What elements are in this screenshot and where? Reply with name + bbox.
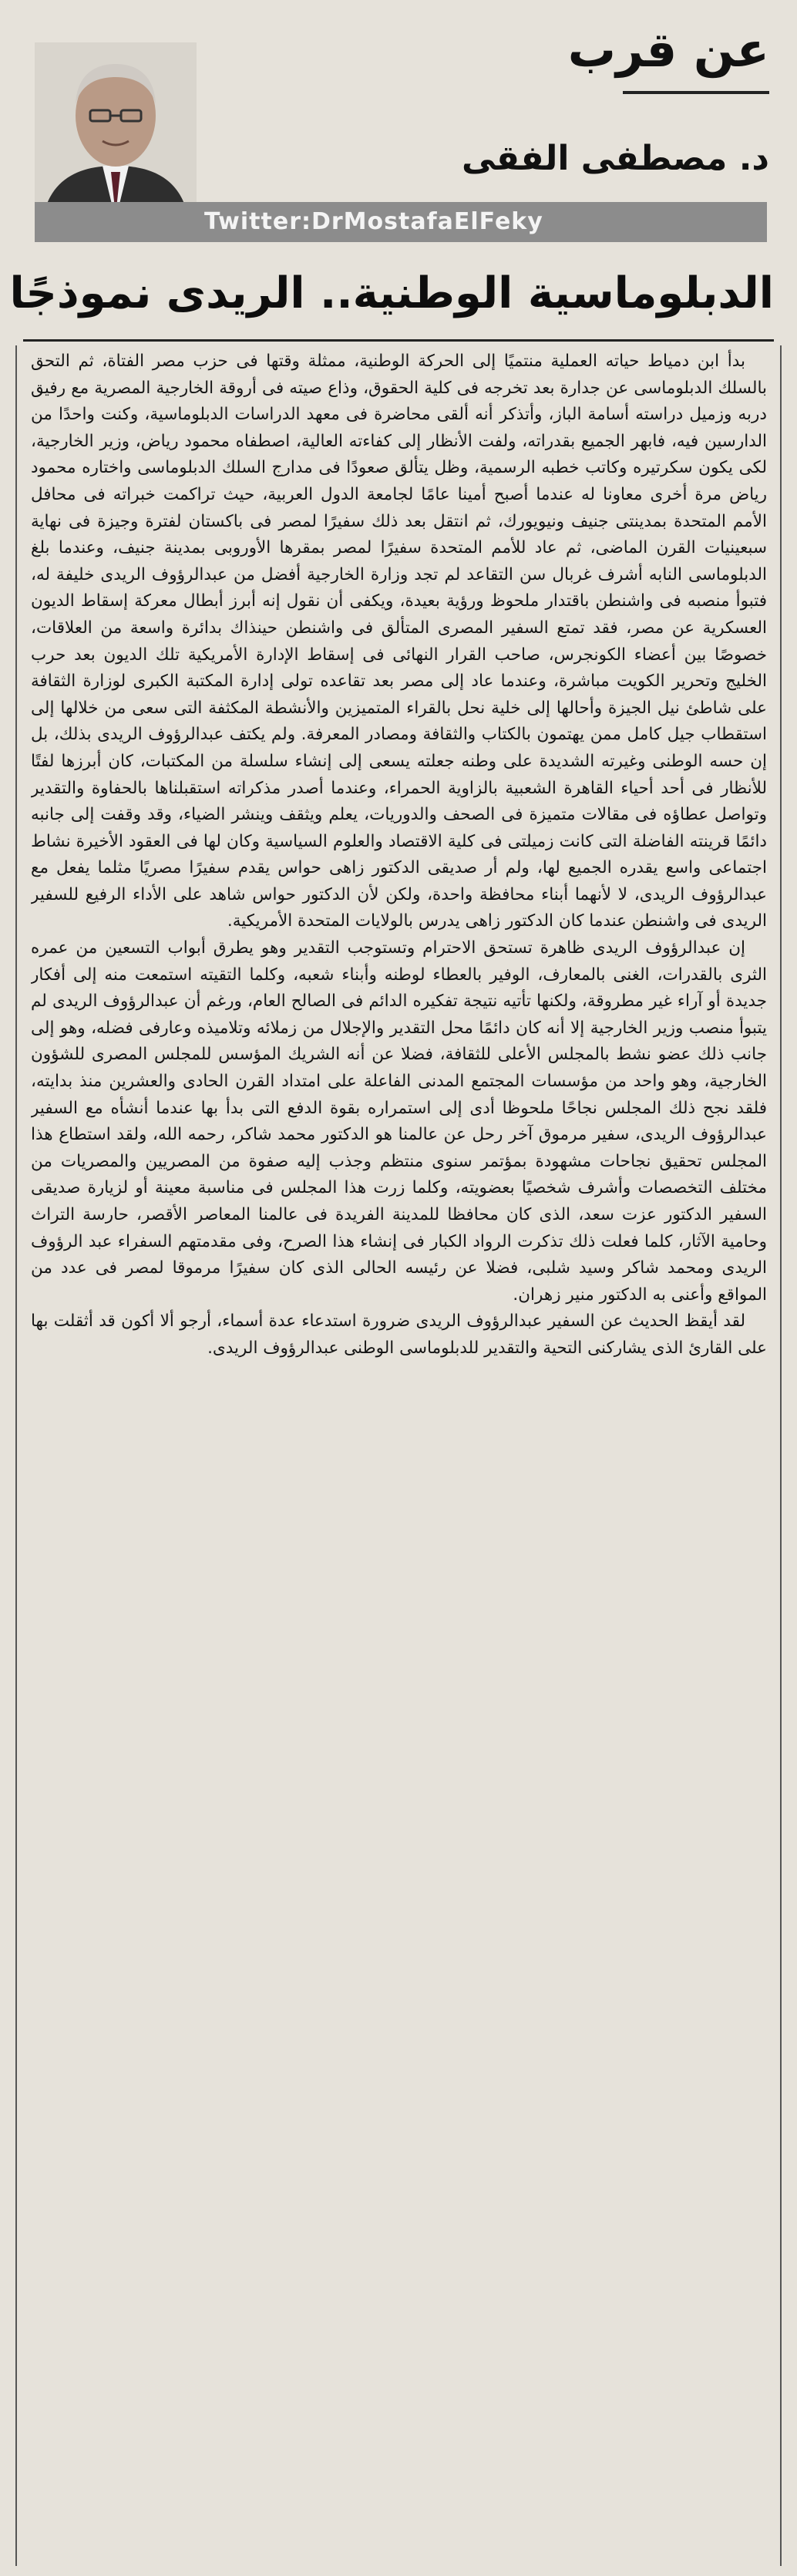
headline-rule	[23, 339, 774, 342]
column-header	[0, 0, 797, 247]
headline: الدبلوماسية الوطنية.. الريدى نموذجًا	[9, 268, 774, 318]
right-column-rule	[780, 345, 782, 2566]
title-rule	[623, 91, 769, 94]
twitter-handle: Twitter:DrMostafaElFeky	[35, 202, 767, 242]
article-paragraph-1: بدأ ابن دمياط حياته العملية منتميًا إلى الحركة الوطنية، ممثلة وقتها فى حزب مصر الفتاة، ثم التحق بالسلك الدبلوماسى عن جدارة بعد تخرجه فى كلية الحقوق، وذاع صيته فى أروقة الخارجية المصرية مع رفيق دربه وزميل دراسته أسامة الباز، وأتذكر أنه ألقى محاضرة فى معهد الدراسات الدبلوماسية، وكنت واحدًا من الدارسين فيه، فابهر الجميع بقدراته، ولفت الأنظار إلى كفاءته العالية، اصطفاه محمود رياض، وزير الخارجية، لكى يكون سكرتيره وكاتب خطبه الرسمية، وظل يتألق صعودًا فى مدارج السلك الدبلوماسى واختاره محمود رياض مرة أخرى معاونا له عندما أصبح أمينا عامًا لجامعة الدول العربية، حيث تراكمت خبراته فى محافل الأمم المتحدة بمدينتى جنيف ونيويورك، ثم انتقل بعد ذلك سفيرًا لمصر فى باكستان لفترة وجيزة فى نهاية سبعينيات القرن الماضى، ثم عاد للأمم المتحدة سفيرًا لمصر بمقرها الأوروبى بمدينة جنيف، وعندما بلغ الدبلوماسى النابه أشرف غربال سن التقاعد لم تجد وزارة الخارجية أفضل من عبدالرؤوف الريدى خليفة له، فتبوأ منصبه فى واشنطن باقتدار ملحوظ ورؤية بعيدة، ويكفى أن نقول إنه أبرز أبطال معركة إسقاط الديون العسكرية عن مصر، فقد تمتع السفير المصرى المتألق فى واشنطن حينذاك بدائرة واسعة من العلاقات، خصوصًا بين أعضاء الكونجرس، صاحب القرار النهائى فى إسقاط الإدارة الأمريكية تلك الديون بعد حرب الخليج وتحرير الكويت مباشرة، وعندما عاد إلى مصر بعد تقاعده تولى إدارة المكتبة الكبرى لوزارة الثقافة على شاطئ نيل الجيزة وأحالها إلى خلية نحل بالقراء المتميزين والأنشطة المكثفة التى سعى من خلالها إلى استقطاب جيل كامل ممن يهتمون بالكتاب والثقافة ومصادر المعرفة. ولم يكتف عبدالرؤوف الريدى بذلك، بل إن حسه الوطنى وغيرته الشديدة على وطنه جعلته يسعى إلى إنشاء سلسلة من المكتبات، كان أبرزها لفتًا للأنظار فى أحد أحياء القاهرة الشعبية بالزاوية الحمراء، وعندما أصدر مذكراته استقبلناها بالحفاوة والتقدير وتواصل عطاؤه فى مقالات متميزة فى الصحف والدوريات، يعلم ويثقف وينشر الضياء، وقد وقفت إلى جانبه دائمًا قرينته الفاضلة التى كانت زميلتى فى كلية الاقتصاد والعلوم السياسية وكان لها فى العقود الأخيرة نشاط اجتماعى واسع يقدره الجميع لها، ولم أر صديقى الدكتور زاهى حواس يقدم سفيرًا مصريًا مثلما يفعل مع عبدالرؤوف الريدى، لا لأنهما أبناء محافظة واحدة، ولكن لأن الدكتور حواس شاهد على الأداء الرفيع للسفير الريدى فى واشنطن عندما كان الدكتور زاهى يدرس بالولايات المتحدة الأمريكية.	[31, 352, 767, 931]
author-portrait	[35, 42, 197, 220]
left-column-rule	[15, 345, 17, 2566]
article-paragraph-3: لقد أيقظ الحديث عن السفير عبدالرؤوف الريدى ضرورة استدعاء عدة أسماء، أرجو ألا أكون قد أثقلت بها على القارئ الذى يشاركنى التحية والتقدير للدبلوماسى الوطنى عبدالرؤوف الريدى.	[31, 1312, 767, 1358]
column-title: عن قرب	[567, 22, 769, 78]
article-body	[31, 349, 767, 2561]
article-paragraph-2: إن عبدالرؤوف الريدى ظاهرة تستحق الاحترام وتستوجب التقدير وهو يطرق أبواب التسعين من عمره الثرى بالقدرات، الغنى بالمعارف، الوفير بالعطاء لوطنه وأبناء شعبه، وكلما التقيته استمعت منه إلى أفكار جديدة أو آراء غير مطروقة، ولكنها تأتيه نتيجة تفكيره الدائم فى الصالح العام، ورغم أن عبدالرؤوف الريدى لم يتبوأ منصب وزير الخارجية إلا أنه كان دائمًا محل التقدير والإجلال من زملائه وتلاميذه وعارفى فضله، وهو إلى جانب ذلك عضو نشط بالمجلس الأعلى للثقافة، فضلا عن أنه الشريك المؤسس للمجلس المصرى للشؤون الخارجية، وهو واحد من مؤسسات المجتمع المدنى الفاعلة على امتداد القرن الحادى والعشرين منذ بدايته، فلقد نجح ذلك المجلس نجاحًا ملحوظا أدى إلى استمراره بقوة الدفع التى بدأ بها عندما أنشأه مع السفير عبدالرؤوف الريدى، سفير مرموق آخر رحل عن عالمنا هو الدكتور محمد شاكر، رحمه الله، ولقد استطاع هذا المجلس تحقيق نجاحات مشهودة بمؤتمر سنوى منتظم وجذب إليه صفوة من المصريين والمصريات من مختلف التخصصات وأشرف شخصيًا بعضويته، وكلما زرت هذا المجلس فى مناسبة معينة أو لزيارة صديقى السفير الدكتور عزت سعد، الذى كان محافظا للمدينة الفريدة فى عالمنا المعاصر الأقصر، حارسة التراث وحامية الآثار، كلما فعلت ذلك تذكرت الرواد الكبار فى إنشاء هذا الصرح، وفى مقدمتهم السفراء عبد الرؤوف الريدى ومحمد شاكر وسيد شلبى، فضلا عن رئيسه الحالى الذى كان سفيرًا مرموقا لمصر فى عدد من المواقع وأعنى به الدكتور منير زهران.	[31, 938, 767, 1305]
author-name: د. مصطفى الفقى	[461, 139, 769, 178]
